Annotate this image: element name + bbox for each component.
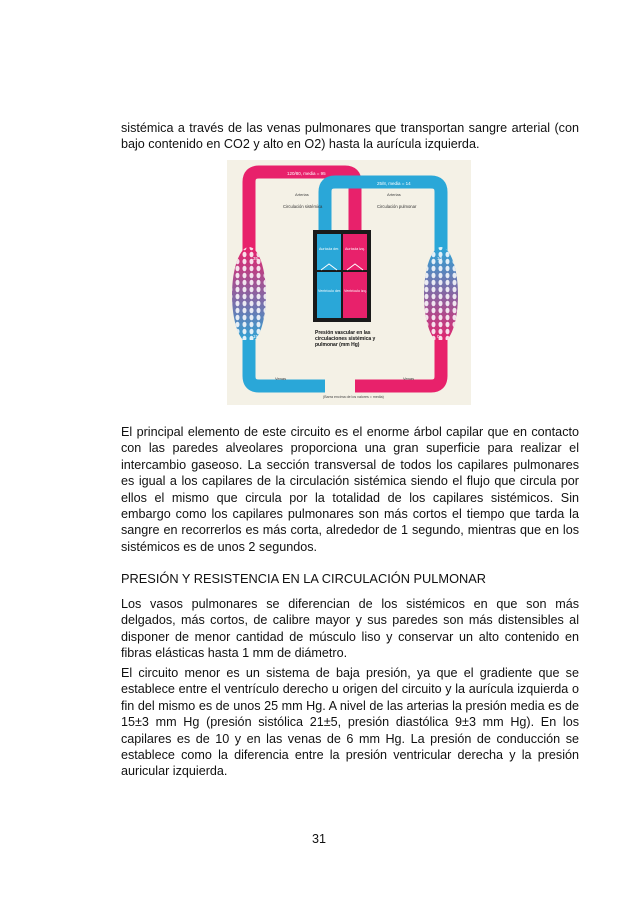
figure-caption-box [315, 330, 395, 366]
paragraph-vessels: Los vasos pulmonares se diferencian de los sistémicos en que son más delgados, más cortos, de calibre mayor y sus paredes son más distensibles al disponer de menor cantidad de músculo liso y conservar un alto contenido en fibras elásticas hasta 1 mm de diámetro. [121, 597, 579, 661]
pressure-num-left-low: 15 [253, 334, 259, 339]
pressure-num-left: 35 [253, 256, 259, 261]
paragraph-pressure: El circuito menor es un sistema de baja presión, ya que el gradiente que se establece entre el ventrículo derecho u origen del circuito y la aurícula izquierda o fin del mismo es de unos 25 mm Hg. A nivel de las arterias la presión media es de 15±3 mm Hg (presión sistólica 21±5, presión diastólica 9±3 mm Hg). En los capilares es de 10 y en las venas de 6 mm Hg. La presión de conducción se establece como la diferencia entre la presión ventricular derecha y la presión auricular izquierda. [121, 666, 579, 779]
venas-right-label: Venas [403, 376, 415, 381]
page-number: 31 [311, 832, 326, 846]
systemic-capillary-cells [232, 247, 266, 343]
circ-pulmonar-label: Circulación pulmonar [377, 204, 417, 209]
figure-caption: Presión vascular en las circulaciones sistémica y pulmonar (mm Hg) [315, 330, 376, 348]
ventriculo-izq-label: Ventrículo izq. [344, 289, 367, 293]
circ-sistemica-label: Circulación sistémica [283, 204, 323, 209]
venas-left-label: Venas [275, 376, 287, 381]
figure-footnote: (Barra encima de los valores = media) [323, 395, 384, 399]
systemic-pressure-label: 120/80, media = 95 [287, 171, 326, 176]
ventriculo-der-label: Ventrículo der. [318, 289, 341, 293]
pulmonary-pressure-label: 25/8, media = 14 [377, 181, 411, 186]
pressure-num-right-low: 0 [437, 334, 440, 339]
section-heading: PRESIÓN Y RESISTENCIA EN LA CIRCULACIÓN PULMONAR [121, 571, 487, 586]
left-ventricle [343, 272, 367, 318]
auricula-izq-label: Aurícula izq. [345, 247, 365, 251]
arterias-left-label: Arterias [295, 192, 309, 197]
paragraph-capillary: El principal elemento de este circuito es el enorme árbol capilar que en contacto con las paredes alveolares proporciona una gran superficie para realizar el intercambio gaseoso. La sección transversal de todos los capilares pulmonares es igual a los capilares de la circulación sistémica siendo el flujo que circula por ellos el mismo que circula por la totalidad de los capilares sistémicos. Sin embargo como los capilares pulmonares son más cortos el tiempo que tarda la sangre en recorrerlos es más corta, alrededor de 1 segundo, mientras que en los sistémicos es de unos 2 segundos. [121, 425, 579, 554]
paragraph-intro: sistémica a través de las venas pulmonares que transportan sangre arterial (con bajo contenido en CO2 y alto en O2) hasta la aurícula izquierda. [121, 121, 579, 152]
pulmonary-capillary-cells [424, 247, 458, 343]
pulmonary-circulation-diagram [227, 160, 471, 405]
auricula-der-label: Aurícula der. [319, 247, 340, 251]
right-ventricle [317, 272, 341, 318]
pressure-num-right: 10 [437, 256, 443, 261]
arterias-right-label: Arterias [387, 192, 401, 197]
